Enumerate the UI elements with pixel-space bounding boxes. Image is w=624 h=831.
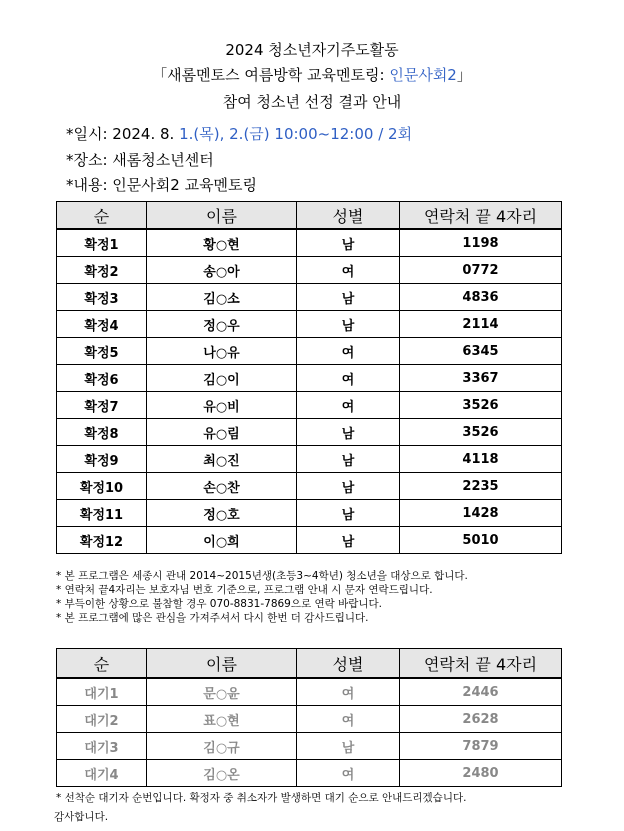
table-row <box>57 365 562 392</box>
cell-phone: 3526 <box>400 392 562 419</box>
cell-gender: 여 <box>297 257 400 284</box>
table-row <box>57 419 562 446</box>
cell-gender: 여 <box>297 706 400 733</box>
cell-name: 나○유 <box>147 338 297 365</box>
waiting-table <box>56 648 562 787</box>
column-header-no: 순 <box>57 202 147 230</box>
cell-gender: 남 <box>297 473 400 500</box>
program-title-prefix: 「새롬멘토스 여름방학 교육멘토링: <box>152 66 390 84</box>
notes <box>56 569 576 625</box>
cell-no: 확정2 <box>57 257 147 284</box>
column-header-no: 순 <box>57 649 147 679</box>
cell-no: 대기3 <box>57 733 147 760</box>
cell-phone: 3526 <box>400 419 562 446</box>
footer-thanks: 감사합니다. <box>54 811 109 823</box>
cell-name: 문○윤 <box>147 678 297 706</box>
cell-phone: 2235 <box>400 473 562 500</box>
cell-gender: 남 <box>297 419 400 446</box>
cell-name: 유○림 <box>147 419 297 446</box>
cell-phone: 2446 <box>400 678 562 706</box>
program-title-suffix: 」 <box>456 66 472 84</box>
column-header-phone: 연락처 끝 4자리 <box>400 649 562 679</box>
table-row <box>57 706 562 733</box>
table-row <box>57 678 562 706</box>
column-header-phone: 연락처 끝 4자리 <box>400 202 562 230</box>
cell-name: 송○아 <box>147 257 297 284</box>
cell-no: 대기1 <box>57 678 147 706</box>
info-date-value: 1.(목), 2.(금) 10:00~12:00 / 2회 <box>179 125 413 143</box>
column-header-gender: 성별 <box>297 202 400 230</box>
cell-gender: 여 <box>297 392 400 419</box>
column-header-name: 이름 <box>147 202 297 230</box>
program-title <box>0 65 624 85</box>
confirmed-table-header <box>57 202 562 230</box>
cell-phone: 5010 <box>400 527 562 554</box>
cell-phone: 4118 <box>400 446 562 473</box>
cell-no: 대기2 <box>57 706 147 733</box>
cell-phone: 7879 <box>400 733 562 760</box>
cell-gender: 남 <box>297 733 400 760</box>
cell-no: 확정3 <box>57 284 147 311</box>
cell-gender: 여 <box>297 365 400 392</box>
cell-name: 김○규 <box>147 733 297 760</box>
footer-note: * 선착순 대기자 순번입니다. 확정자 중 취소자가 발생하면 대기 순으로 안내드리겠습니다. <box>56 792 467 804</box>
notice-title: 2024 청소년자기주도활동 <box>225 41 399 59</box>
cell-phone: 0772 <box>400 257 562 284</box>
program-title-highlight: 인문사회2 <box>389 66 457 84</box>
table-row <box>57 338 562 365</box>
cell-gender: 남 <box>297 311 400 338</box>
cell-phone: 2628 <box>400 706 562 733</box>
column-header-name: 이름 <box>147 649 297 679</box>
cell-no: 확정10 <box>57 473 147 500</box>
cell-phone: 3367 <box>400 365 562 392</box>
waiting-table-header <box>57 649 562 679</box>
cell-gender: 여 <box>297 678 400 706</box>
cell-name: 황○현 <box>147 229 297 257</box>
cell-no: 확정8 <box>57 419 147 446</box>
cell-no: 확정5 <box>57 338 147 365</box>
table-row <box>57 500 562 527</box>
cell-gender: 남 <box>297 446 400 473</box>
cell-phone: 4836 <box>400 284 562 311</box>
cell-no: 대기4 <box>57 760 147 787</box>
cell-name: 정○호 <box>147 500 297 527</box>
cell-name: 김○온 <box>147 760 297 787</box>
notice-subtitle: 참여 청소년 선정 결과 안내 <box>222 93 402 111</box>
table-row <box>57 392 562 419</box>
cell-no: 확정6 <box>57 365 147 392</box>
info-place: *장소: 새롬청소년센터 <box>66 151 214 169</box>
cell-gender: 남 <box>297 284 400 311</box>
table-row <box>57 760 562 787</box>
cell-no: 확정12 <box>57 527 147 554</box>
table-row <box>57 733 562 760</box>
confirmed-table <box>56 201 562 554</box>
cell-gender: 남 <box>297 229 400 257</box>
cell-name: 김○이 <box>147 365 297 392</box>
note-line: * 연락처 끝4자리는 보호자님 번호 기준으로, 프로그램 안내 시 문자 연락드립니다. <box>56 584 433 596</box>
table-row <box>57 473 562 500</box>
cell-phone: 2114 <box>400 311 562 338</box>
table-row <box>57 527 562 554</box>
table-row <box>57 284 562 311</box>
cell-gender: 남 <box>297 500 400 527</box>
cell-gender: 남 <box>297 527 400 554</box>
cell-no: 확정4 <box>57 311 147 338</box>
table-row <box>57 311 562 338</box>
note-line: * 본 프로그램에 많은 관심을 가져주셔서 다시 한번 더 감사드립니다. <box>56 612 369 624</box>
note-line: * 부득이한 상황으로 불참할 경우 070-8831-7869으로 연락 바랍니다. <box>56 598 383 610</box>
note-line: * 본 프로그램은 세종시 관내 2014~2015년생(초등3~4학년) 청소년을 대상으로 합니다. <box>56 570 468 582</box>
cell-phone: 2480 <box>400 760 562 787</box>
cell-no: 확정7 <box>57 392 147 419</box>
cell-name: 이○희 <box>147 527 297 554</box>
table-row <box>57 229 562 257</box>
cell-phone: 6345 <box>400 338 562 365</box>
cell-phone: 1198 <box>400 229 562 257</box>
info-date <box>66 124 412 144</box>
table-row <box>57 446 562 473</box>
cell-name: 최○진 <box>147 446 297 473</box>
footer <box>56 789 576 827</box>
table-row <box>57 257 562 284</box>
cell-name: 표○현 <box>147 706 297 733</box>
column-header-gender: 성별 <box>297 649 400 679</box>
cell-no: 확정9 <box>57 446 147 473</box>
cell-gender: 여 <box>297 338 400 365</box>
cell-name: 정○우 <box>147 311 297 338</box>
info-date-label: *일시: 2024. 8. <box>66 125 180 143</box>
cell-gender: 여 <box>297 760 400 787</box>
cell-name: 김○소 <box>147 284 297 311</box>
info-content: *내용: 인문사회2 교육멘토링 <box>66 176 258 194</box>
cell-no: 확정11 <box>57 500 147 527</box>
cell-no: 확정1 <box>57 229 147 257</box>
cell-name: 손○찬 <box>147 473 297 500</box>
cell-phone: 1428 <box>400 500 562 527</box>
cell-name: 유○비 <box>147 392 297 419</box>
